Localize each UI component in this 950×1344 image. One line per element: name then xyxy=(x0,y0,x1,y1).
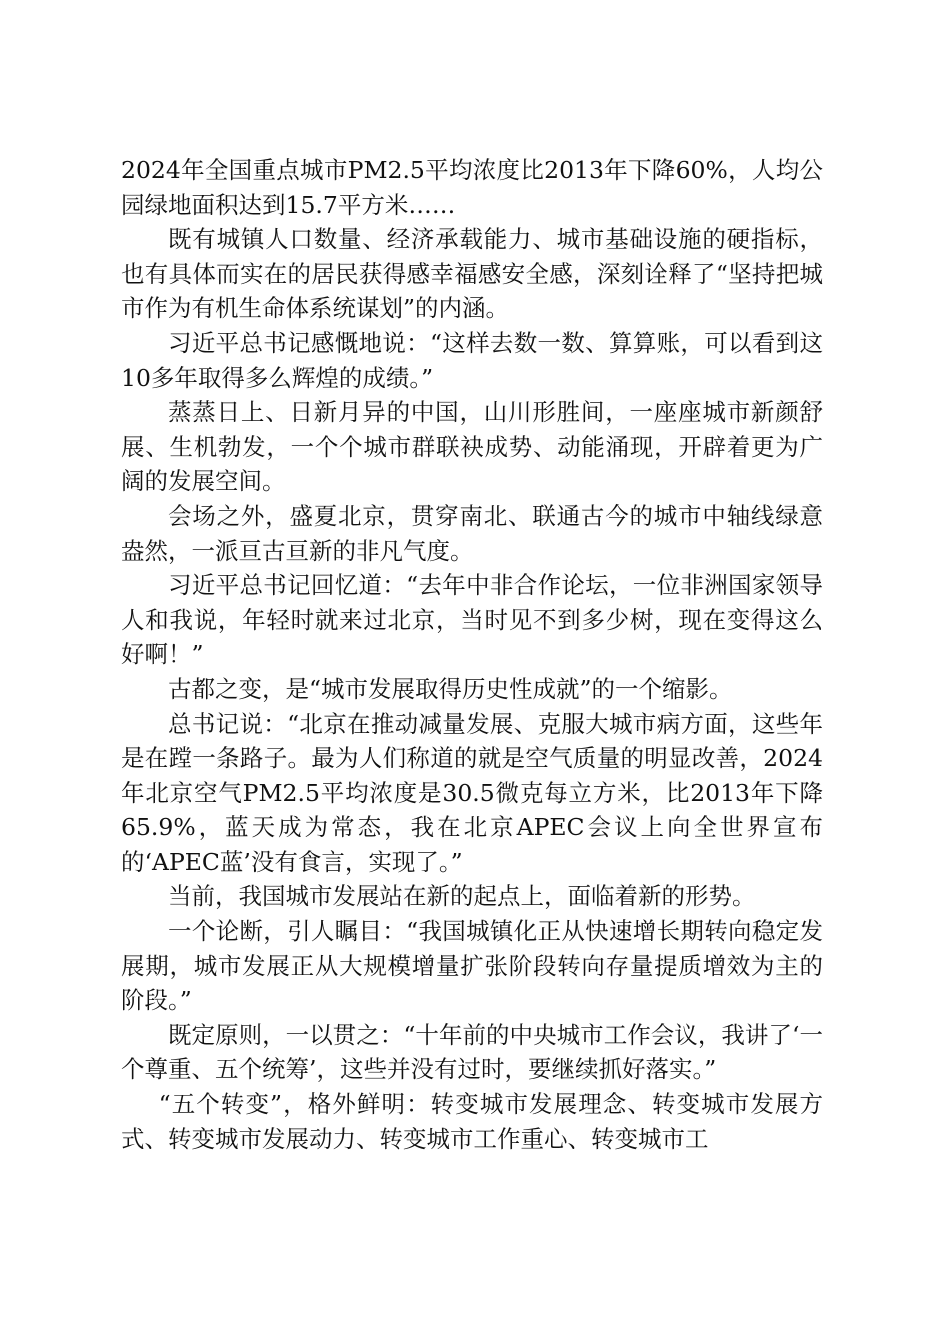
paragraph-6: 习近平总书记回忆道：“去年中非合作论坛，一位非洲国家领导人和我说，年轻时就来过北京，当时见不到多少树，现在变得这么好啊！” xyxy=(121,571,823,669)
paragraph-8: 总书记说：“北京在推动减量发展、克服大城市病方面，这些年是在蹚一条路子。最为人们称道的就是空气质量的明显改善，2024年北京空气PM2.5平均浓度是30.5微克每立方米，比2013年下降65.9%，蓝天成为常态，我在北京APEC会议上向全世界宣布的‘APEC蓝’没有食言，实现了。” xyxy=(121,709,823,876)
paragraph-5: 会场之外，盛夏北京，贯穿南北、联通古今的城市中轴线绿意盎然，一派亘古亘新的非凡气度。 xyxy=(121,501,823,565)
paragraph-2: 既有城镇人口数量、经济承载能力、城市基础设施的硬指标，也有具体而实在的居民获得感幸福感安全感，深刻诠释了“坚持把城市作为有机生命体系统谋划”的内涵。 xyxy=(121,225,823,323)
paragraph-11: 既定原则，一以贯之：“十年前的中央城市工作会议，我讲了‘一个尊重、五个统筹’，这些并没有过时，要继续抓好落实。” xyxy=(121,1020,823,1084)
paragraph-12: “五个转变”，格外鲜明：转变城市发展理念、转变城市发展方式、转变城市发展动力、转变城市工作重心、转变城市工 xyxy=(121,1090,823,1153)
paragraph-4: 蒸蒸日上、日新月异的中国，山川形胜间，一座座城市新颜舒展、生机勃发，一个个城市群联袂成势、动能涌现，开辟着更为广阔的发展空间。 xyxy=(121,398,823,496)
paragraph-9: 当前，我国城市发展站在新的起点上，面临着新的形势。 xyxy=(168,882,756,911)
paragraph-3: 习近平总书记感慨地说：“这样去数一数、算算账，可以看到这10多年取得多么辉煌的成绩。” xyxy=(121,328,823,392)
paragraph-7: 古都之变，是“城市发展取得历史性成就”的一个缩影。 xyxy=(168,674,733,703)
paragraph-10: 一个论断，引人瞩目：“我国城镇化正从快速增长期转向稳定发展期，城市发展正从大规模增量扩张阶段转向存量提质增效为主的阶段。” xyxy=(121,917,823,1015)
paragraph-1: 2024年全国重点城市PM2.5平均浓度比2013年下降60%，人均公园绿地面积达到15.7平方米…… xyxy=(121,156,823,219)
article-body xyxy=(121,153,823,1156)
